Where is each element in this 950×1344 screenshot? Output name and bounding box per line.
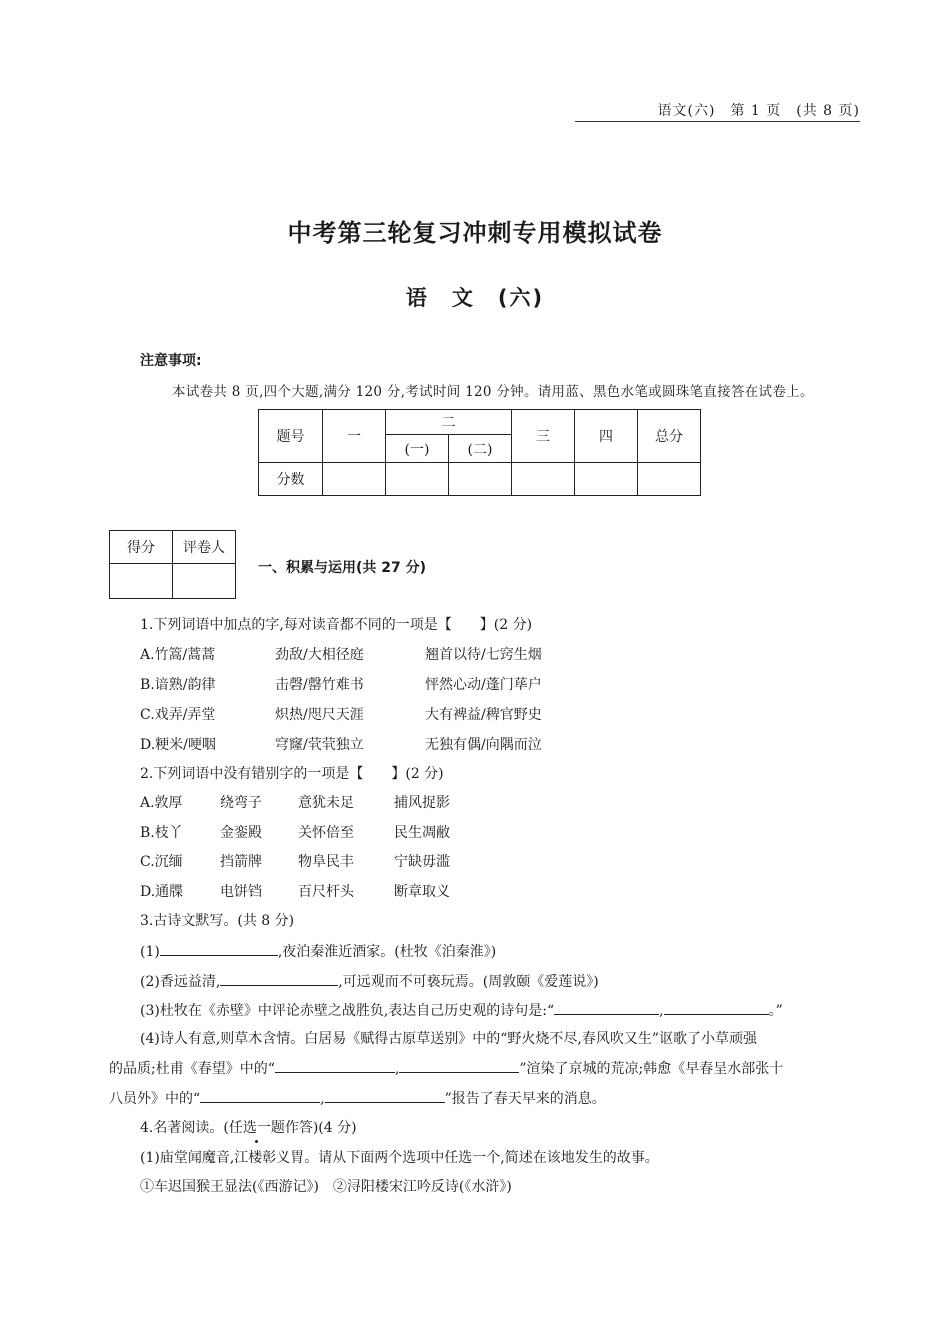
q3-line-4b (109, 1058, 783, 1078)
score-cell[interactable] (512, 463, 575, 496)
q4-emphasis (229, 1118, 285, 1138)
q3-stem: 3.古诗文默写。(共 8 分) (140, 913, 295, 929)
exam-subtitle: 语 文 (六) (405, 286, 545, 310)
answer-blank[interactable] (325, 1088, 445, 1103)
q3-3-end: 。” (768, 1003, 783, 1019)
q2-a-1: A.敦厚 (140, 795, 183, 811)
q2-a-3: 意犹未足 (298, 795, 354, 811)
q1-c-3: 大有裨益/稗官野史 (425, 707, 542, 723)
q2-c-1: C.沉缅 (140, 854, 183, 870)
q3-line-1 (140, 941, 496, 962)
score-header-4: 四 (575, 410, 638, 463)
q2-d-2: 电饼铛 (220, 884, 262, 900)
q2-c-3: 物阜民丰 (298, 854, 354, 870)
q2-b-2: 金銮殿 (220, 825, 262, 841)
q3-1-label: (1) (140, 944, 160, 960)
q3-4c-text2: ”报告了春天早来的消息。 (444, 1091, 606, 1107)
answer-blank[interactable] (160, 941, 278, 956)
q3-line-4c (109, 1088, 606, 1108)
score-row-label: 分数 (259, 463, 323, 496)
q2-d-4: 断章取义 (394, 884, 450, 900)
q3-3-text: (3)杜牧在《赤壁》中评论赤壁之战胜负,表达自己历史观的诗句是:“ (140, 1003, 555, 1019)
answer-blank[interactable] (200, 1088, 320, 1103)
q3-4c-comma: , (320, 1091, 325, 1107)
answer-blank[interactable] (275, 1058, 395, 1073)
q3-4b-text1: 的品质;杜甫《春望》中的“ (109, 1061, 275, 1077)
grader-score-cell[interactable] (110, 564, 173, 599)
score-cell[interactable] (575, 463, 638, 496)
score-cell[interactable] (638, 463, 701, 496)
q4-stem (140, 1118, 357, 1138)
score-header-label: 题号 (259, 410, 323, 463)
exam-title: 中考第三轮复习冲刺专用模拟试卷 (287, 219, 663, 247)
q3-3-comma: , (659, 1003, 664, 1019)
q2-a-2: 绕弯子 (220, 795, 262, 811)
answer-blank[interactable] (399, 1058, 519, 1073)
section-1-title: 一、积累与运用(共 27 分) (258, 560, 427, 576)
q1-a-2: 劲敌/大相径庭 (275, 647, 364, 663)
grader-name-cell[interactable] (173, 564, 236, 599)
score-header-2-sub2: (二) (449, 435, 512, 463)
q1-d-3: 无独有偶/向隅而泣 (425, 737, 542, 753)
q1-b-2: 击磬/罄竹难书 (275, 677, 364, 693)
q2-c-4: 宁缺毋滥 (394, 854, 450, 870)
answer-blank[interactable] (220, 971, 338, 986)
q1-a-1: A.竹篙/蒿蒿 (140, 647, 216, 663)
answer-blank[interactable] (664, 1000, 769, 1015)
q1-a-3: 翘首以待/七窍生烟 (425, 647, 542, 663)
score-header-total: 总分 (638, 410, 701, 463)
score-cell[interactable] (386, 463, 449, 496)
q1-b-1: B.谙熟/韵律 (140, 677, 216, 693)
score-header-3: 三 (512, 410, 575, 463)
grader-score-label: 得分 (110, 531, 173, 564)
score-cell[interactable] (323, 463, 386, 496)
answer-blank[interactable] (554, 1000, 659, 1015)
q3-4c-text1: 八员外》中的“ (109, 1091, 201, 1107)
q1-c-1: C.戏弄/弄堂 (140, 707, 216, 723)
grader-table (109, 530, 236, 599)
score-header-2-sub1: (一) (386, 435, 449, 463)
q2-a-4: 捕风捉影 (394, 795, 450, 811)
q3-line-3 (140, 1000, 783, 1021)
q4-emphasis-text: 任选一题 (228, 1120, 285, 1136)
q4-line-2: ①车迟国猴王显法(《西游记》) ②浔阳楼宋江吟反诗(《水浒》) (140, 1179, 512, 1195)
q3-line-4: (4)诗人有意,则草木含情。白居易《赋得古原草送别》中的“野火烧不尽,春风吹又生”讴歌了小草顽强 (140, 1031, 758, 1047)
q3-2-text: ,可远观而不可亵玩焉。(周敦颐《爱莲说》) (338, 974, 599, 990)
q2-b-3: 关怀倍至 (298, 825, 354, 841)
grader-name-label: 评卷人 (173, 531, 236, 564)
q4-stem-a: 4.名著阅读。( (140, 1120, 229, 1136)
q2-d-3: 百尺杆头 (298, 884, 354, 900)
score-header-1: 一 (323, 410, 386, 463)
notice-text: 本试卷共 8 页,四个大题,满分 120 分,考试时间 120 分钟。请用蓝、黑色水笔或圆珠笔直接答在试卷上。 (172, 384, 814, 400)
q1-stem: 1.下列词语中加点的字,每对读音都不同的一项是【 】(2 分) (140, 617, 533, 633)
score-header-2: 二 (386, 410, 512, 435)
q2-c-2: 挡箭牌 (220, 854, 262, 870)
page-header: 语文(六) 第 1 页 (共 8 页) (657, 103, 860, 119)
q4-line-1: (1)庙堂闻魔音,江楼彰义胃。请从下面两个选项中任选一个,简述在该地发生的故事。 (140, 1150, 659, 1166)
q1-d-2: 穹窿/茕茕独立 (275, 737, 364, 753)
notice-title: 注意事项: (140, 353, 202, 369)
q3-1-text: ,夜泊秦淮近酒家。(杜牧《泊秦淮》) (277, 944, 497, 960)
q3-4b-text2: ”渲染了京城的荒凉;韩愈《早春呈水部张十 (519, 1061, 784, 1077)
score-table (258, 409, 701, 496)
q2-b-1: B.枝丫 (140, 825, 183, 841)
q2-d-1: D.通牒 (140, 884, 184, 900)
q1-b-3: 怦然心动/蓬门荜户 (425, 677, 542, 693)
q3-2-label: (2)香远益清, (140, 974, 221, 990)
q3-line-2 (140, 971, 599, 992)
q1-c-2: 炽热/咫尺天涯 (275, 707, 364, 723)
q2-b-4: 民生凋敝 (394, 825, 450, 841)
header-rule (575, 121, 860, 122)
q4-stem-c: 作答)(4 分) (284, 1120, 357, 1136)
q2-stem: 2.下列词语中没有错别字的一项是【 】(2 分) (140, 766, 444, 782)
score-cell[interactable] (449, 463, 512, 496)
q3-4b-comma: , (394, 1061, 400, 1077)
q1-d-1: D.粳米/哽咽 (140, 737, 216, 753)
